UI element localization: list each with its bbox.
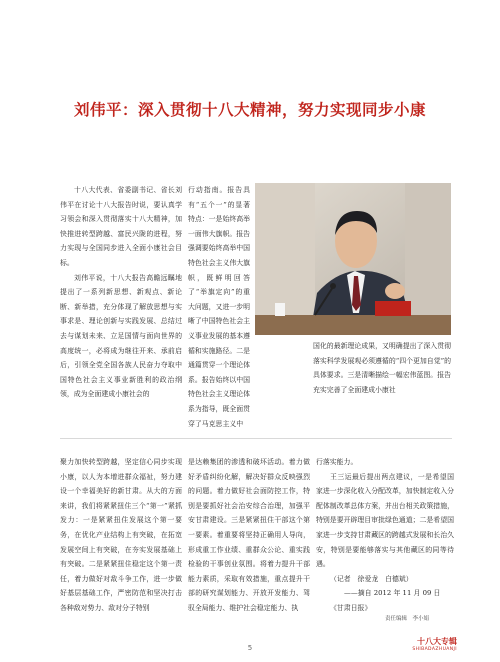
brand-title: 十八大专辑 [417, 637, 457, 646]
paragraph: 国化的最新理论成果，又明确提出了深入贯彻落实科学发展观必须遵循的“四个更加自觉”的具体要求。三是清晰描绘一幅宏伟蓝图。报告充实完善了全面建成小康社 [313, 342, 451, 394]
paragraph: 王三运最后提出两点建议，一是希望国家进一步深化收入分配改革，加快制定收入分配体制改革总体方案，并出台相关政策措施，特别是要开辟理目审批绿色通道；二是希望国家进一步支持甘肃藏区的跨越式发展和长治久安，特别是要能够落实与其他藏区的同等待遇。 [316, 472, 454, 569]
paragraph: 是达赖集团的渗透和破坏活动。着力做好矛盾纠纷化解，解决好群众反映强烈的问题。着力做好社会面防控工作，特别是要抓好社会治安综合治理，加强平安甘肃建设。三是紧紧扭住干部这个第一要素。着重要将坚持正确用人导向，形成重工作业绩、重群众公论、重实践检验的干事创业氛围。将着力提升干部能力素质，采取有效措施，重点提升干部的研究谋划能力、开放开发能力、驾驭全局能力、维护社会稳定能力、执 [188, 458, 310, 612]
paragraph: 行动指南。报告具有“五个一”的显著特点：一是始终高举一面伟大旗帜。报告强调要始终高举中国特色社会主义伟大旗帜，既鲜明回答了“举旗定向”的重大问题，又进一步明晰了中国特色社会主义事业发展的基本遵循和实施路径。二是通篇贯穿一个理论体系。报告始终以中国特色社会主义理论体系为指导，既全面贯穿了马克思主义中 [188, 186, 251, 428]
article-column-2 [188, 183, 251, 428]
article-column-3 [313, 339, 451, 419]
page-title: 刘伟平：深入贯彻十八大精神，努力实现同步小康 [73, 101, 426, 119]
article-column-1 [60, 183, 182, 418]
paragraph: 刘伟平说，十八大报告高瞻远瞩地提出了一系列新思想、新观点、新论断、新举措，充分体现了解放思想与实事求是、理论创新与实践发展、总结过去与谋划未来、立足国情与面向世界的高度统一，必将成为继往开来、承前启后，引领全党全国各族人民奋力夺取中国特色社会主义事业新胜利的政治纲领，成为全面建成小康社会的 [60, 273, 182, 399]
article-column-6 [316, 455, 454, 625]
source-publication: 《甘肃日报》 [330, 603, 372, 612]
brand-subtitle: SHIBADAZHUANJI [412, 647, 457, 652]
reporter-credit: （记者 徐爱龙 白德斌） [330, 574, 413, 583]
page-number: 5 [247, 644, 253, 652]
responsible-editor: 责任编辑 李小娟 [385, 616, 430, 622]
section-divider [60, 438, 452, 439]
article-column-5 [188, 455, 310, 625]
speaker-photo [255, 183, 451, 335]
paragraph: 十八大代表、省委副书记、省长刘伟平在讨论十八大报告时说，要认真学习领会和深入贯彻落实十八大精神，加快推进转型跨越、富民兴陇的进程，努力实现与全国同步进入全面小康社会目标。 [60, 186, 182, 267]
source-date: ——摘自 2012 年 11 月 09 日 [344, 589, 441, 598]
paragraph: 行落实能力。 [316, 458, 358, 466]
article-column-4 [60, 455, 182, 625]
magazine-brand [402, 636, 457, 652]
paragraph: 聚力加快转型跨越，坚定信心同步实现小康，以人为本增进群众福祉，努力建设一个幸福美好的新甘肃。从大的方面来讲，我们将紧紧扭住三个“第一”紧抓发力：一是紧紧扭住发展这个第一要务，在优化产业结构上有突破，在拓宽发展空间上有突破，在夯实发展基础上有突破。二是紧紧扭住稳定这个第一责任，着力做好对敌斗争工作，进一步做好基层基础工作，严密防范和坚决打击各种敌对势力、敌对分子特别 [60, 458, 182, 612]
